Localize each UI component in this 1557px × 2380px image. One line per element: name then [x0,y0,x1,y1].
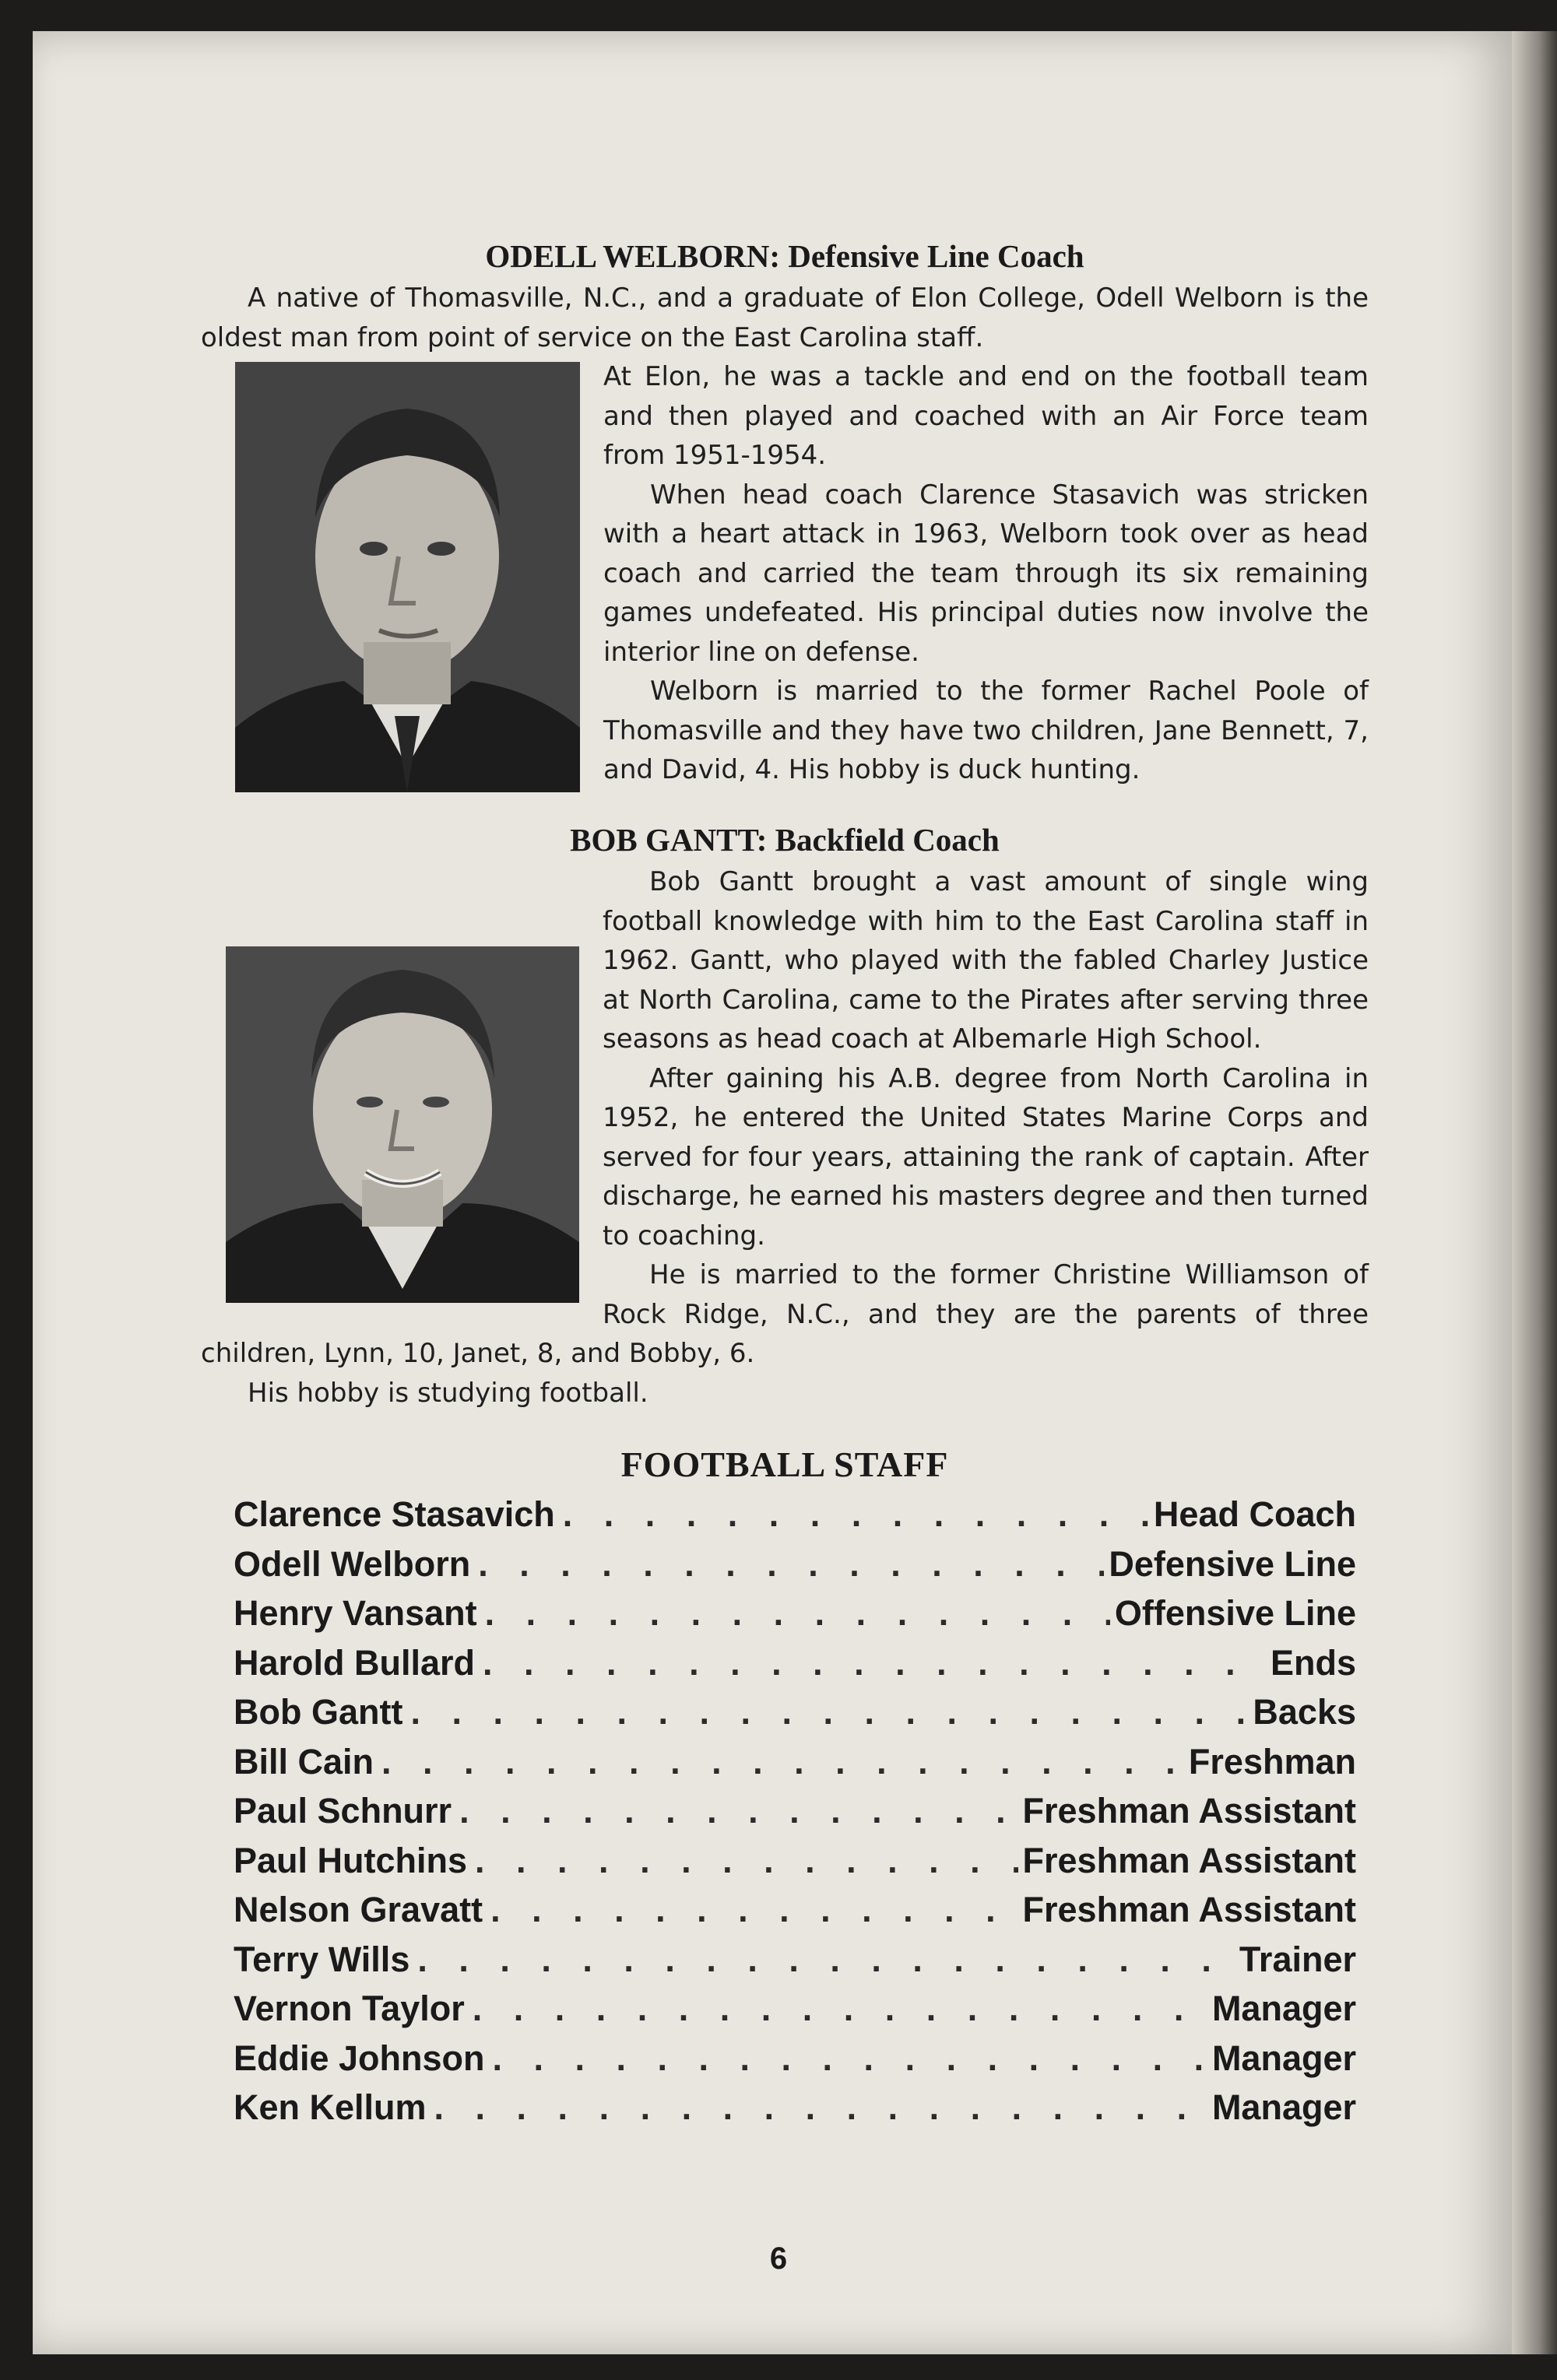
staff-row [234,1786,1356,1836]
welborn-bio [201,279,1369,795]
staff-name: Bob Gantt [234,1692,403,1732]
welborn-heading: ODELL WELBORN: Defensive Line Coach [485,238,1084,274]
staff-role: Trainer [1239,1939,1356,1979]
staff-name: Nelson Gravatt [234,1890,483,1929]
staff-row [234,1539,1356,1589]
dot-leader [465,1984,1207,2034]
staff-name: Ken Kellum [234,2087,427,2127]
gantt-bio [201,862,1369,1413]
portrait-photo-icon [235,362,580,792]
dot-leader [485,2034,1207,2083]
dot-leader [452,1786,1017,1836]
gantt-hobby-paragraph: His hobby is studying football. [248,1377,648,1409]
staff-name: Bill Cain [234,1741,374,1781]
dot-leader [374,1737,1184,1787]
staff-role: Freshman Assistant [1022,1890,1356,1929]
staff-name: Vernon Taylor [234,1989,465,2028]
page-binding-edge [1512,31,1557,2354]
staff-name: Terry Wills [234,1939,410,1979]
gantt-intro: Bob Gantt brought a vast amount of single wing football knowledge with him to the East Carolina staff in 1962. Gantt, who played with the fabled Charley Justice at North Carolina, came to the Pirates after serving three seasons as head coach at Albemarle High School. [603,866,1369,1055]
dot-leader [402,1687,1248,1737]
staff-row [234,1836,1356,1886]
staff-title: FOOTBALL STAFF [620,1444,949,1484]
staff-name: Henry Vansant [234,1593,477,1633]
staff-row [234,1984,1356,2034]
staff-list [234,1490,1356,2133]
staff-name: Odell Welborn [234,1543,471,1584]
staff-row [234,1638,1356,1688]
staff-role: Manager [1211,1989,1356,2028]
staff-row [234,1935,1356,1985]
staff-name: Paul Schnurr [234,1791,452,1831]
staff-row [234,2083,1356,2133]
staff-role: Freshman Assistant [1022,1840,1356,1880]
staff-role: Manager [1211,2087,1356,2127]
welborn-portrait-photo [235,362,580,792]
staff-name: Paul Hutchins [234,1840,468,1880]
staff-role: Ends [1270,1642,1356,1683]
staff-role: Offensive Line [1114,1593,1356,1633]
staff-role: Freshman [1188,1741,1356,1781]
dot-leader [409,1935,1235,1985]
welborn-intro: A native of Thomasville, N.C., and a graduate of Elon College, Odell Welborn is the oldest man from point of service on the East Carolina staff. [201,283,1369,353]
dot-leader [467,1836,1017,1886]
dot-leader [555,1490,1149,1539]
staff-row [234,1737,1356,1787]
staff-name: Clarence Stasavich [234,1494,555,1534]
portrait-photo-icon [226,946,579,1303]
staff-row [234,1588,1356,1638]
staff-row [234,1490,1356,1539]
gantt-family-paragraph: He is married to the former Christine Williamson of Rock Ridge, N.C., and they are the parents of three children, Lynn, 10, Janet, 8, and Bobby, 6. [201,1259,1369,1369]
staff-row [234,1885,1356,1935]
staff-row [234,2034,1356,2083]
dot-leader [427,2083,1207,2133]
staff-role: Backs [1253,1692,1356,1732]
staff-role: Freshman Assistant [1022,1791,1356,1831]
dot-leader [483,1885,1017,1935]
staff-role: Manager [1211,2038,1356,2078]
page-number: 6 [769,2241,788,2276]
gantt-marine-paragraph: After gaining his A.B. degree from North Carolina in 1952, he entered the United States Marine Corps and served for four years, attaining the rank of captain. After discharge, he earned his masters degree and then turned to coaching. [603,1062,1369,1251]
staff-row [234,1687,1356,1737]
dot-leader [470,1539,1104,1589]
staff-role: Defensive Line [1109,1543,1356,1584]
gantt-portrait-photo [226,946,579,1303]
staff-role: Head Coach [1153,1494,1356,1534]
staff-name: Harold Bullard [234,1642,476,1683]
welborn-stasavich-paragraph: When head coach Clarence Stasavich was stricken with a heart attack in 1963, Welborn took over as head coach and carried the team through its six remaining games undefeated. His principal duties now involve the interior line on defense. [603,479,1369,668]
welborn-family-paragraph: Welborn is married to the former Rachel Poole of Thomasville and they have two children, Jane Bennett, 7, and David, 4. His hobby is duck hunting. [603,676,1369,785]
gantt-heading: BOB GANTT: Backfield Coach [570,822,1000,858]
welborn-elon-paragraph: At Elon, he was a tackle and end on the football team and then played and coached with an Air Force team from 1951-1954. [603,361,1369,471]
dot-leader [477,1588,1110,1638]
staff-name: Eddie Johnson [234,2038,485,2078]
page-content [201,233,1369,2133]
dot-leader [475,1638,1266,1688]
